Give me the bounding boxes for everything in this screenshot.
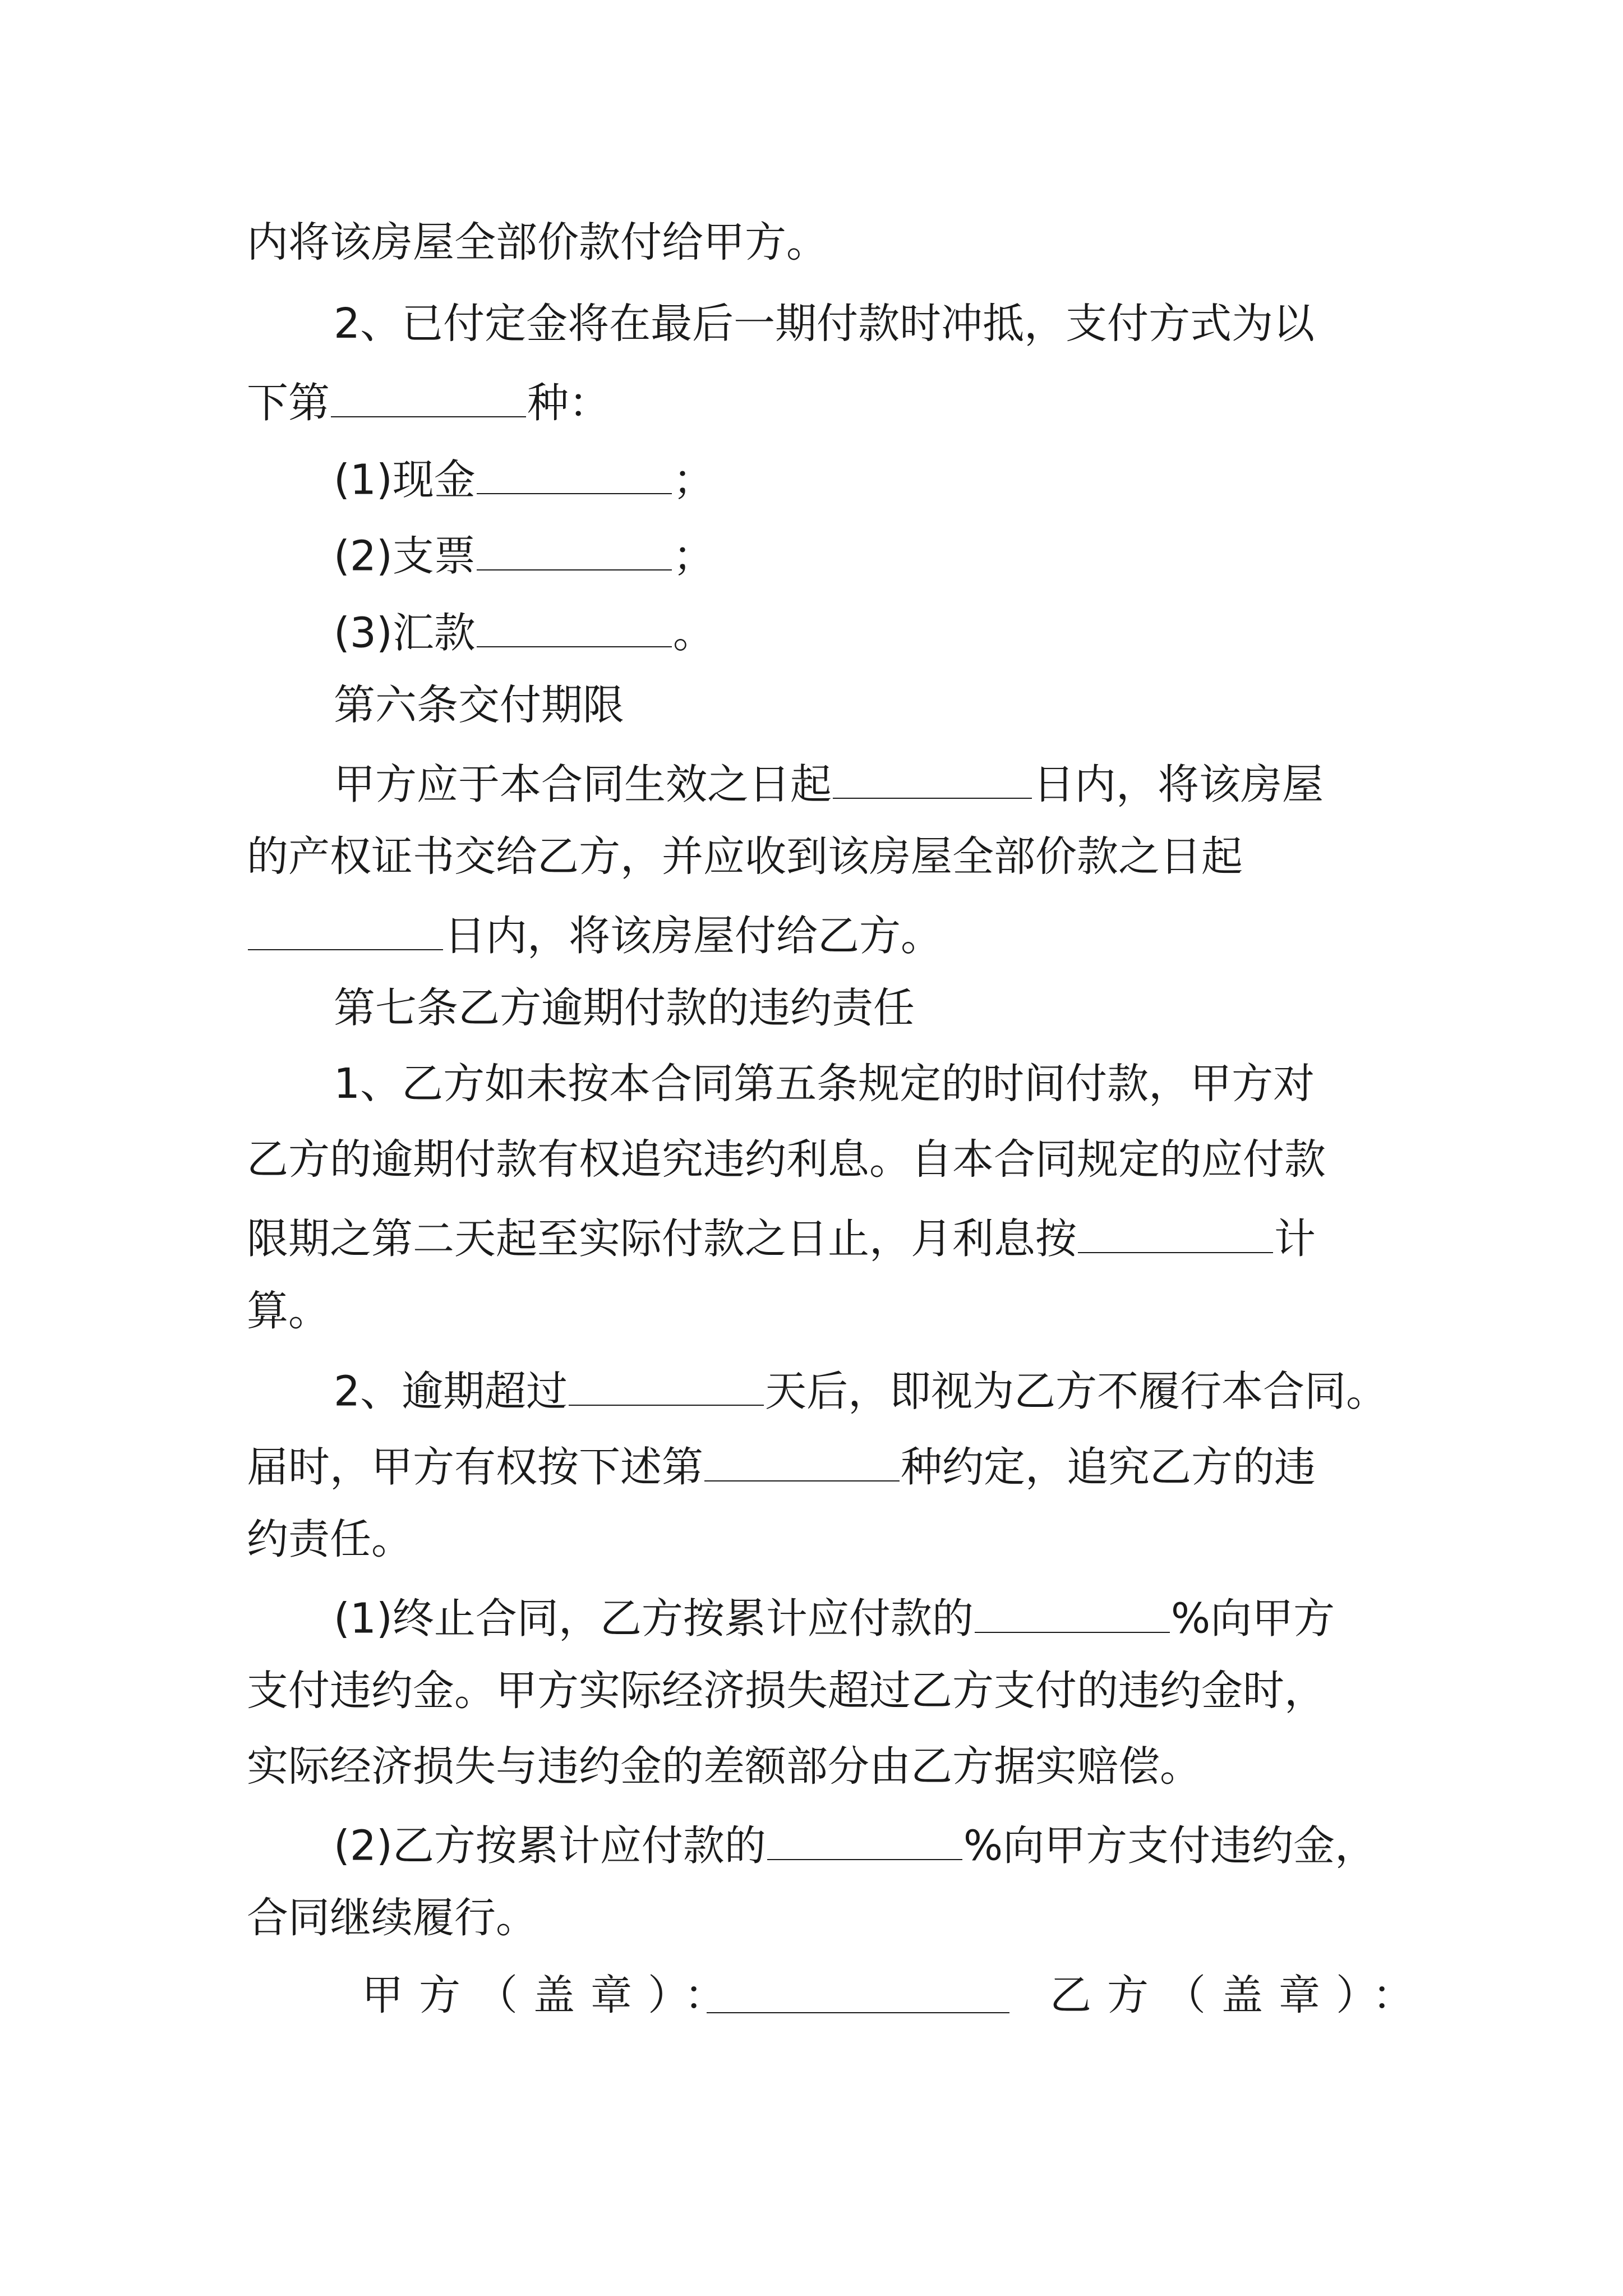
text-line [247, 912, 942, 960]
fill-in-blank[interactable] [1078, 1214, 1273, 1253]
text-segment: 下第 [247, 379, 330, 427]
text-line [247, 1443, 1316, 1492]
section-heading [334, 681, 624, 729]
text-segment: 实际经济损失与违约金的差额部分由乙方据实赔偿。 [247, 1742, 1201, 1791]
text-segment: 第六条交付期限 [334, 681, 624, 729]
text-line [247, 1135, 1326, 1184]
signature-line [1050, 1971, 1430, 2019]
text-line [247, 1214, 1316, 1263]
party-a-signature-blank[interactable] [707, 1975, 1009, 2013]
text-line [247, 1667, 1326, 1715]
text-segment: 2、逾期超过 [334, 1367, 568, 1416]
text-line [334, 455, 714, 504]
text-line [247, 1515, 413, 1563]
fill-in-blank[interactable] [477, 609, 672, 647]
text-line [334, 609, 714, 657]
text-segment: 天后，即视为乙方不履行本合同。 [765, 1367, 1388, 1416]
text-segment: ； [672, 455, 714, 504]
text-segment: 2、已付定金将在最后一期付款时冲抵，支付方式为以 [334, 300, 1315, 348]
section-heading [334, 984, 915, 1032]
text-segment: 1、乙方如未按本合同第五条规定的时间付款，甲方对 [334, 1060, 1315, 1108]
text-segment: 种： [527, 379, 610, 427]
text-line [247, 1742, 1201, 1791]
text-line [334, 300, 1315, 348]
text-line [334, 760, 1324, 809]
text-segment: ； [672, 532, 714, 581]
text-segment: 的产权证书交给乙方，并应收到该房屋全部价款之日起 [247, 832, 1243, 881]
text-segment: (2)支票 [334, 532, 476, 581]
fill-in-blank[interactable] [331, 379, 526, 417]
text-line [334, 532, 714, 581]
text-line [334, 1821, 1377, 1870]
text-line [247, 218, 828, 266]
text-line [247, 1894, 537, 1942]
fill-in-blank[interactable] [477, 455, 672, 494]
text-segment: (1)现金 [334, 455, 476, 504]
text-segment: 。 [672, 609, 714, 657]
text-segment: (1)终止合同，乙方按累计应付款的 [334, 1594, 974, 1643]
text-segment: 限期之第二天起至实际付款之日止，月利息按 [247, 1214, 1077, 1263]
text-line [334, 1367, 1388, 1416]
text-segment: 约责任。 [247, 1515, 413, 1563]
text-segment: 日内，将该房屋 [1033, 760, 1324, 809]
fill-in-blank[interactable] [704, 1443, 900, 1481]
text-segment: 支付违约金。甲方实际经济损失超过乙方支付的违约金时， [247, 1667, 1326, 1715]
fill-in-blank[interactable] [833, 760, 1032, 799]
text-segment: 甲方应于本合同生效之日起 [334, 760, 832, 809]
text-segment: 计 [1274, 1214, 1316, 1263]
signature-blank-line [706, 1975, 1011, 2020]
fill-in-blank[interactable] [975, 1594, 1170, 1633]
text-segment: 第七条乙方逾期付款的违约责任 [334, 984, 915, 1032]
text-segment: 内将该房屋全部价款付给甲方。 [247, 218, 828, 266]
text-line [334, 1060, 1315, 1108]
text-segment: 届时，甲方有权按下述第 [247, 1443, 703, 1492]
fill-in-blank[interactable] [767, 1821, 962, 1860]
party-b-seal-label: 乙方（盖章）： [1050, 1971, 1430, 2019]
text-segment: 算。 [247, 1287, 330, 1335]
text-segment: 日内，将该房屋付给乙方。 [444, 912, 942, 960]
fill-in-blank[interactable] [569, 1367, 764, 1406]
text-segment: 种约定，追究乙方的违 [901, 1443, 1316, 1492]
party-a-seal-label: 甲方（盖章）： [362, 1971, 741, 2019]
text-line [247, 1287, 330, 1335]
text-segment: %向甲方支付违约金， [963, 1821, 1377, 1870]
text-line [247, 379, 610, 427]
text-segment: %向甲方 [1170, 1594, 1335, 1643]
fill-in-blank[interactable] [248, 912, 443, 950]
signature-line [362, 1971, 741, 2019]
text-segment: (2)乙方按累计应付款的 [334, 1821, 766, 1870]
text-line [247, 832, 1243, 881]
text-line [334, 1594, 1335, 1643]
text-segment: (3)汇款 [334, 609, 476, 657]
text-segment: 乙方的逾期付款有权追究违约利息。自本合同规定的应付款 [247, 1135, 1326, 1184]
text-segment: 合同继续履行。 [247, 1894, 537, 1942]
fill-in-blank[interactable] [477, 532, 672, 570]
